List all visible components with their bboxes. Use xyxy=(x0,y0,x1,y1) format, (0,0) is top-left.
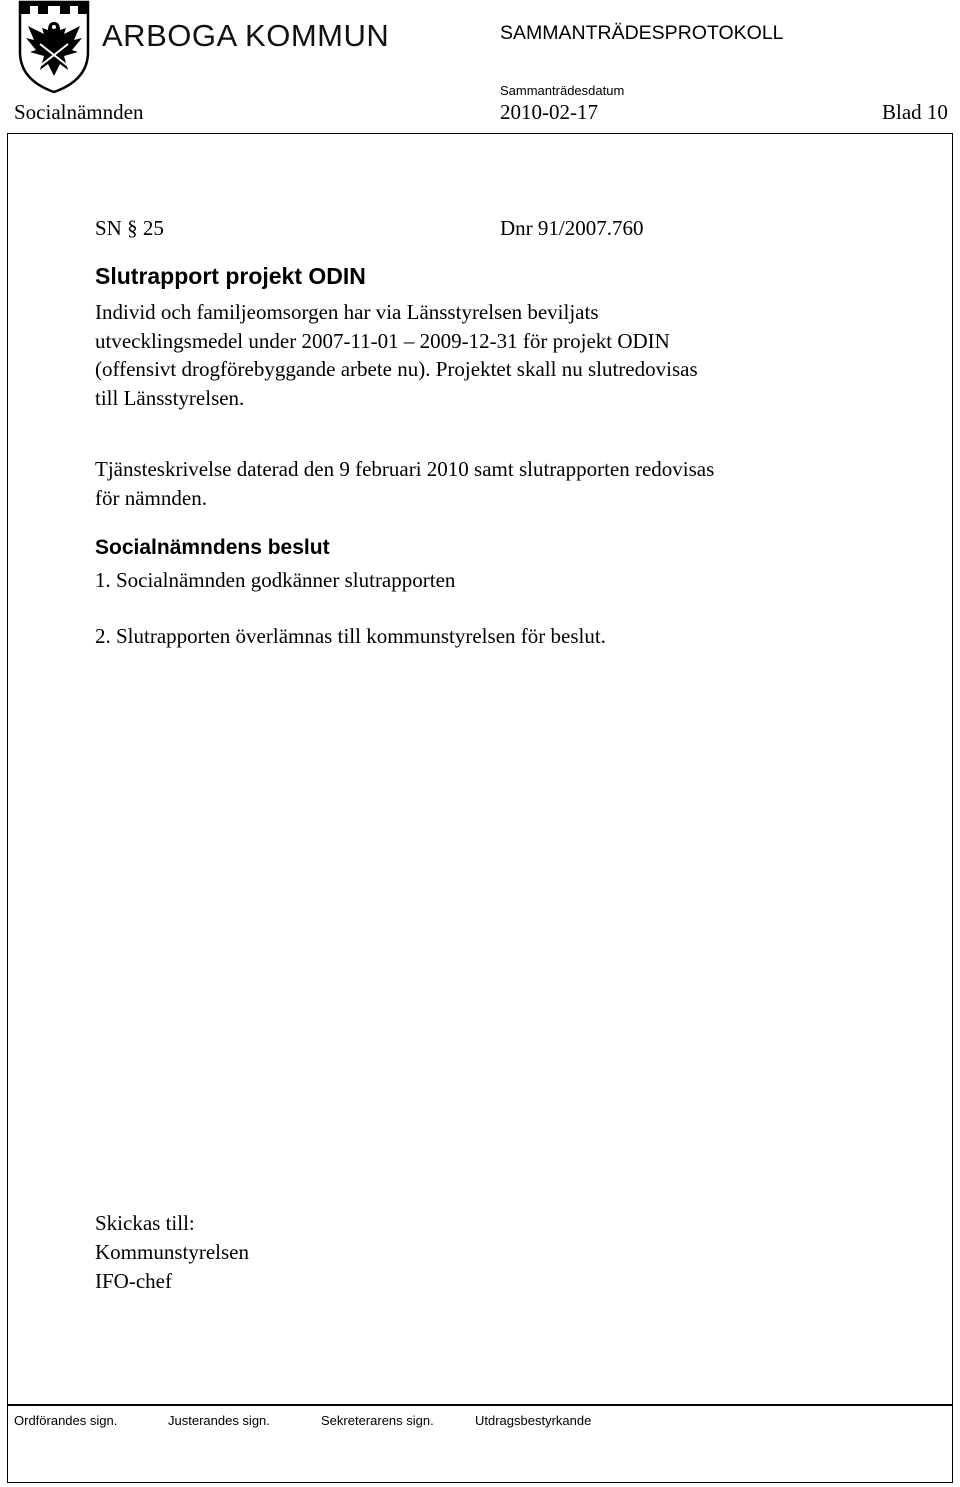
intro-line: utvecklingsmedel under 2007-11-01 – 2009-12-31 för projekt ODIN xyxy=(95,328,670,353)
certified-extract-label: Utdragsbestyrkande xyxy=(475,1413,592,1428)
send-to-label: Skickas till: xyxy=(95,1211,195,1235)
decision-item-2: 2. Slutrapporten överlämnas till kommunstyrelsen för beslut. xyxy=(95,624,606,648)
chair-signature-label: Ordförandes sign. xyxy=(14,1413,118,1428)
recipient: Kommunstyrelsen xyxy=(95,1240,249,1264)
intro-line: Individ och familjeomsorgen har via Länsstyrelsen beviljats xyxy=(95,300,599,324)
intro-paragraph xyxy=(95,298,698,412)
arboga-coat-of-arms-icon xyxy=(16,0,92,94)
item-reference: SN § 25 xyxy=(95,216,164,240)
committee-name: Socialnämnden xyxy=(14,100,144,124)
recipient: IFO-chef xyxy=(95,1269,172,1293)
secretary-signature-label: Sekreterarens sign. xyxy=(321,1413,434,1428)
tjanst-line: Tjänsteskrivelse daterad den 9 februari 2010 samt slutrapporten redovisas xyxy=(95,457,715,481)
decision-item-1: 1. Socialnämnden godkänner slutrapporten xyxy=(95,568,456,592)
logo-wordmark: ARBOGA KOMMUN xyxy=(102,18,390,53)
adjuster-signature-label: Justerandes sign. xyxy=(168,1413,270,1428)
intro-line: till Länsstyrelsen. xyxy=(95,385,245,410)
document-type: SAMMANTRÄDESPROTOKOLL xyxy=(500,22,784,44)
meeting-date: 2010-02-17 xyxy=(500,100,598,124)
send-to-block xyxy=(95,1209,249,1296)
intro-line: (offensivt drogförebyggande arbete nu). Projektet skall nu slutredovisas xyxy=(95,357,698,381)
tjansteskrivelse-paragraph xyxy=(95,455,714,512)
diary-number: Dnr 91/2007.760 xyxy=(500,216,644,240)
tjanst-line: för nämnden. xyxy=(95,485,207,510)
page-number: Blad 10 xyxy=(882,100,948,124)
meeting-date-label: Sammanträdesdatum xyxy=(500,83,625,98)
item-title: Slutrapport projekt ODIN xyxy=(95,263,366,289)
decision-heading: Socialnämndens beslut xyxy=(95,536,330,559)
